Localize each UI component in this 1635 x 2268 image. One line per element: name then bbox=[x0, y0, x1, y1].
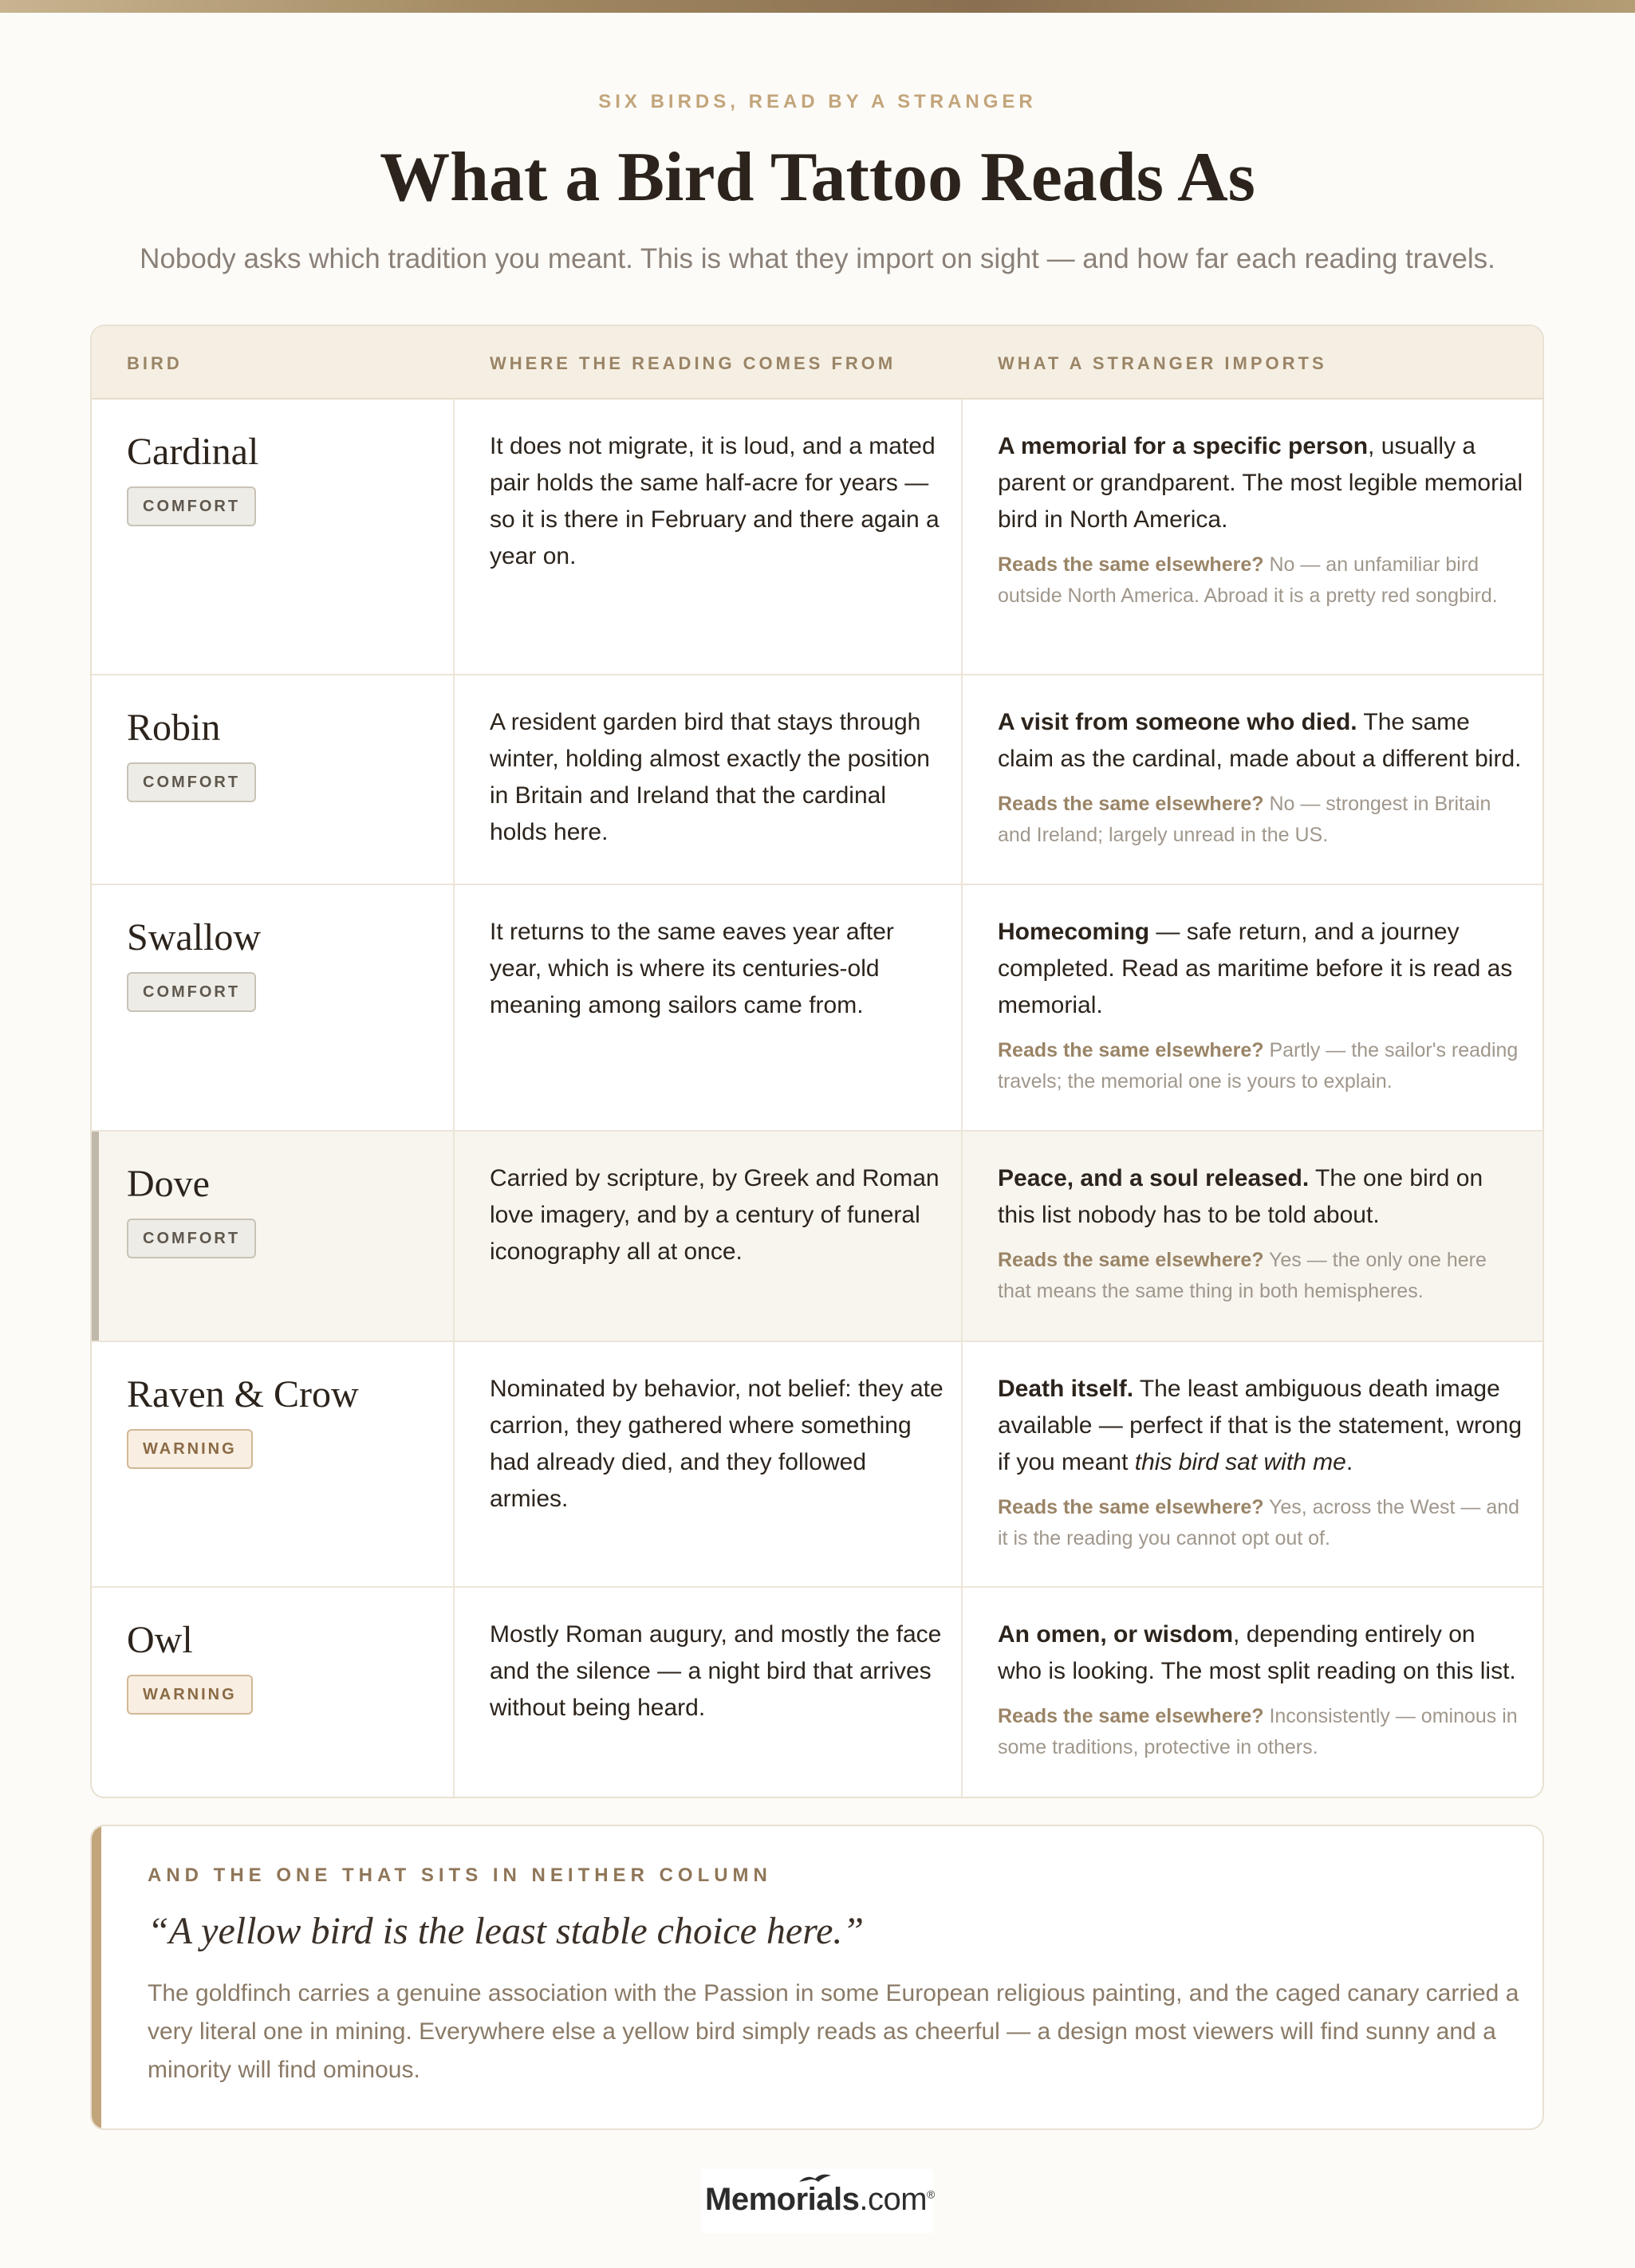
imports-lead: Death itself. bbox=[998, 1376, 1134, 1402]
elsewhere-text: No — strongest in Britain and Ireland; largely unread in the US. bbox=[998, 793, 1491, 846]
table-row-cardinal bbox=[92, 400, 1542, 675]
elsewhere-label: Reads the same elsewhere? bbox=[998, 1249, 1264, 1271]
status-badge: COMFORT bbox=[127, 762, 256, 802]
imports-rest: — safe return, and a journey completed. Read as maritime before it is read as memorial. bbox=[998, 919, 1513, 1018]
top-accent-bar bbox=[0, 0, 1635, 13]
elsewhere-text: Inconsistently — ominous in some traditions, protective in others. bbox=[998, 1705, 1518, 1758]
table-row-swallow bbox=[92, 885, 1542, 1132]
table-row-dove bbox=[92, 1132, 1542, 1342]
bird-name: Owl bbox=[127, 1619, 193, 1661]
table-row-owl bbox=[92, 1588, 1542, 1798]
elsewhere-label: Reads the same elsewhere? bbox=[998, 793, 1264, 815]
bird-table bbox=[90, 325, 1544, 1798]
imports-lead: An omen, or wisdom bbox=[998, 1621, 1234, 1648]
elsewhere-text: Yes, across the West — and it is the reading you cannot opt out of. bbox=[998, 1496, 1520, 1549]
column-divider bbox=[453, 400, 455, 1797]
imports-rest: , usually a parent or grandparent. The most legible memorial bird in North America. bbox=[998, 433, 1523, 533]
stranger-imports bbox=[998, 428, 1524, 612]
reading-source: Nominated by behavior, not belief: they ate carrion, they gathered where something had already died, and they followed armies. bbox=[490, 1376, 944, 1512]
elsewhere-label: Reads the same elsewhere? bbox=[998, 1039, 1264, 1061]
page-eyebrow: SIX BIRDS, READ BY A STRANGER bbox=[598, 91, 1037, 112]
elsewhere-text: Partly — the sailor's reading travels; the memorial one is yours to explain. bbox=[998, 1039, 1519, 1093]
elsewhere-label: Reads the same elsewhere? bbox=[998, 553, 1264, 576]
elsewhere-text: No — an unfamiliar bird outside North America. Abroad it is a pretty red songbird. bbox=[998, 553, 1498, 607]
imports-lead: Peace, and a soul released. bbox=[998, 1165, 1310, 1191]
status-badge: WARNING bbox=[127, 1675, 253, 1715]
reading-source: It returns to the same eaves year after year, which is where its centuries-old meaning among sailors came from. bbox=[490, 919, 894, 1018]
page-title: What a Bird Tattoo Reads As bbox=[380, 139, 1255, 216]
stranger-imports bbox=[998, 914, 1524, 1097]
elsewhere-text: Yes — the only one here that means the same thing in both hemispheres. bbox=[998, 1249, 1487, 1302]
bird-name: Robin bbox=[127, 707, 221, 749]
bird-name: Dove bbox=[127, 1163, 210, 1205]
bird-name: Cardinal bbox=[127, 431, 259, 473]
imports-lead: Homecoming bbox=[998, 919, 1150, 945]
stranger-imports bbox=[998, 704, 1524, 851]
imports-lead: A memorial for a specific person bbox=[998, 433, 1369, 459]
elsewhere-label: Reads the same elsewhere? bbox=[998, 1496, 1264, 1518]
table-row-raven-crow bbox=[92, 1342, 1542, 1588]
table-row-robin bbox=[92, 675, 1542, 885]
stranger-imports bbox=[998, 1371, 1524, 1554]
callout-body: The goldfinch carries a genuine association with the Passion in some European religious painting, and the caged canary carried a very literal one in mining. Everywhere else a yellow bird simply reads as cheerful — a design most viewers will find sunny and a minority will find ominous. bbox=[148, 1980, 1519, 2083]
reading-source: It does not migrate, it is loud, and a mated pair holds the same half-acre for years — so it is there in February and there again a year on. bbox=[490, 433, 940, 569]
reading-source: Mostly Roman augury, and mostly the face and the silence — a night bird that arrives without being heard. bbox=[490, 1621, 942, 1721]
stranger-imports bbox=[998, 1160, 1524, 1307]
reading-source: Carried by scripture, by Greek and Roman love imagery, and by a century of funeral iconography all at once. bbox=[490, 1165, 940, 1265]
row-highlight-accent bbox=[92, 1132, 99, 1341]
column-divider bbox=[961, 400, 963, 1797]
logo-tld: .com bbox=[859, 2182, 928, 2217]
reading-source: A resident garden bird that stays through winter, holding almost exactly the position in Britain and Ireland that the cardinal holds here. bbox=[490, 709, 930, 845]
page-subtitle: Nobody asks which tradition you meant. This is what they import on sight — and how far each reading travels. bbox=[140, 243, 1495, 274]
imports-rest: The same claim as the cardinal, made about a different bird. bbox=[998, 709, 1522, 772]
yellow-bird-callout bbox=[90, 1825, 1544, 2130]
callout-quote: “A yellow bird is the least stable choice here.” bbox=[148, 1910, 865, 1952]
imports-lead: A visit from someone who died. bbox=[998, 709, 1357, 735]
logo-wordmark bbox=[705, 2182, 935, 2218]
elsewhere-label: Reads the same elsewhere? bbox=[998, 1705, 1264, 1727]
imports-rest: , depending entirely on who is looking. The most split reading on this list. bbox=[998, 1621, 1516, 1684]
status-badge: COMFORT bbox=[127, 1219, 256, 1258]
column-header-bird: BIRD bbox=[127, 353, 183, 373]
logo-brand: Memorials bbox=[705, 2182, 860, 2217]
status-badge: WARNING bbox=[127, 1429, 253, 1469]
stranger-imports bbox=[998, 1616, 1524, 1763]
memorials-logo[interactable] bbox=[702, 2169, 933, 2233]
column-header-source: WHERE THE READING COMES FROM bbox=[490, 353, 896, 373]
imports-rest: The least ambiguous death image available — perfect if that is the statement, wrong if you meant bbox=[998, 1376, 1522, 1475]
bird-name: Swallow bbox=[127, 916, 261, 959]
logo-registered-mark: ® bbox=[927, 2187, 935, 2201]
imports-rest: The one bird on this list nobody has to be told about. bbox=[998, 1165, 1483, 1228]
callout-accent-bar bbox=[92, 1826, 101, 2128]
imports-italic: this bird sat with me bbox=[1134, 1449, 1346, 1475]
status-badge: COMFORT bbox=[127, 972, 256, 1012]
bird-name: Raven & Crow bbox=[127, 1373, 359, 1416]
column-header-imports: WHAT A STRANGER IMPORTS bbox=[998, 353, 1327, 373]
callout-eyebrow: AND THE ONE THAT SITS IN NEITHER COLUMN bbox=[148, 1864, 772, 1886]
table-header bbox=[92, 326, 1542, 400]
imports-end: . bbox=[1345, 1449, 1353, 1475]
status-badge: COMFORT bbox=[127, 486, 256, 526]
